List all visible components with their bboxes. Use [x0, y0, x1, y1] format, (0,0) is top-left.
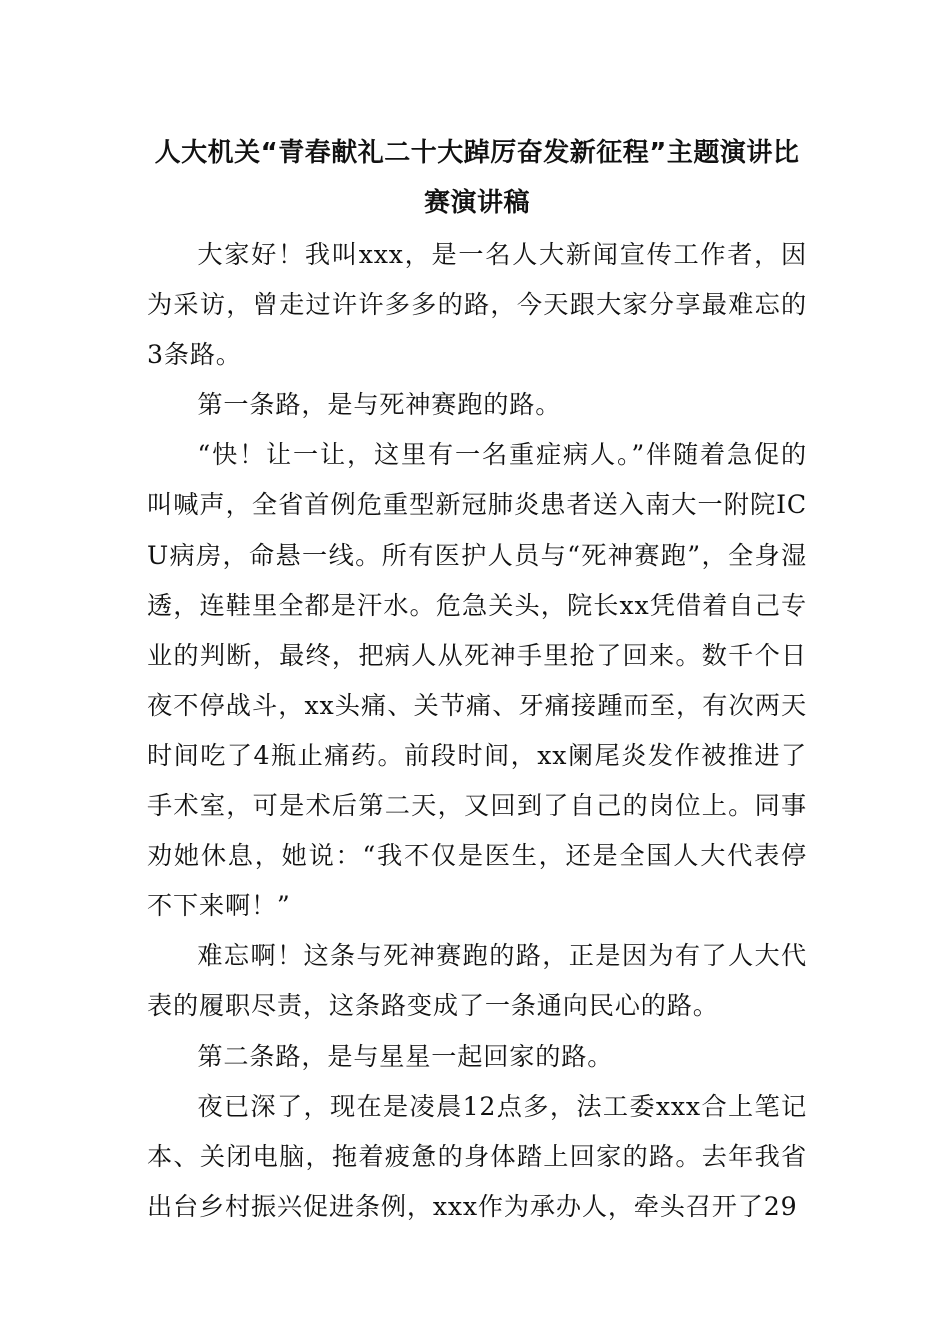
paragraph-road-one-story: “快！让一让，这里有一名重症病人。”伴随着急促的叫喊声，全省首例危重型新冠肺炎患者送入南大一附院ICU病房，命悬一线。所有医护人员与“死神赛跑”，全身湿透，连鞋里全都是汗水。危急关头，院长xx凭借着自己专业的判断，最终，把病人从死神手里抢了回来。数千个日夜不停战斗，xx头痛、关节痛、牙痛接踵而至，有次两天时间吃了4瓶止痛药。前段时间，xx阑尾炎发作被推进了手术室，可是术后第二天，又回到了自己的岗位上。同事劝她休息，她说：“我不仅是医生，还是全国人大代表停不下来啊！” — [147, 440, 807, 921]
paragraph-intro: 大家好！我叫xxx，是一名人大新闻宣传工作者，因为采访，曾走过许许多多的路，今天跟大家分享最难忘的3条路。 — [147, 240, 807, 370]
document-content — [147, 128, 807, 1232]
paragraph-road-two-heading: 第二条路，是与星星一起回家的路。 — [197, 1041, 614, 1071]
paragraph-road-one-heading: 第一条路，是与死神赛跑的路。 — [197, 390, 562, 420]
paragraph-road-two-story: 夜已深了，现在是凌晨12点多，法工委xxx合上笔记本、关闭电脑，拖着疲惫的身体踏上回家的路。去年我省出台乡村振兴促进条例，xxx作为承办人，牵头召开了29 — [147, 1091, 807, 1221]
paragraph-road-one-conclusion: 难忘啊！这条与死神赛跑的路，正是因为有了人大代表的履职尽责，这条路变成了一条通向民心的路。 — [147, 941, 807, 1021]
document-title: 人大机关“青春献礼二十大踔厉奋发新征程”主题演讲比赛演讲稿 — [154, 138, 800, 218]
document-body — [147, 230, 807, 1232]
